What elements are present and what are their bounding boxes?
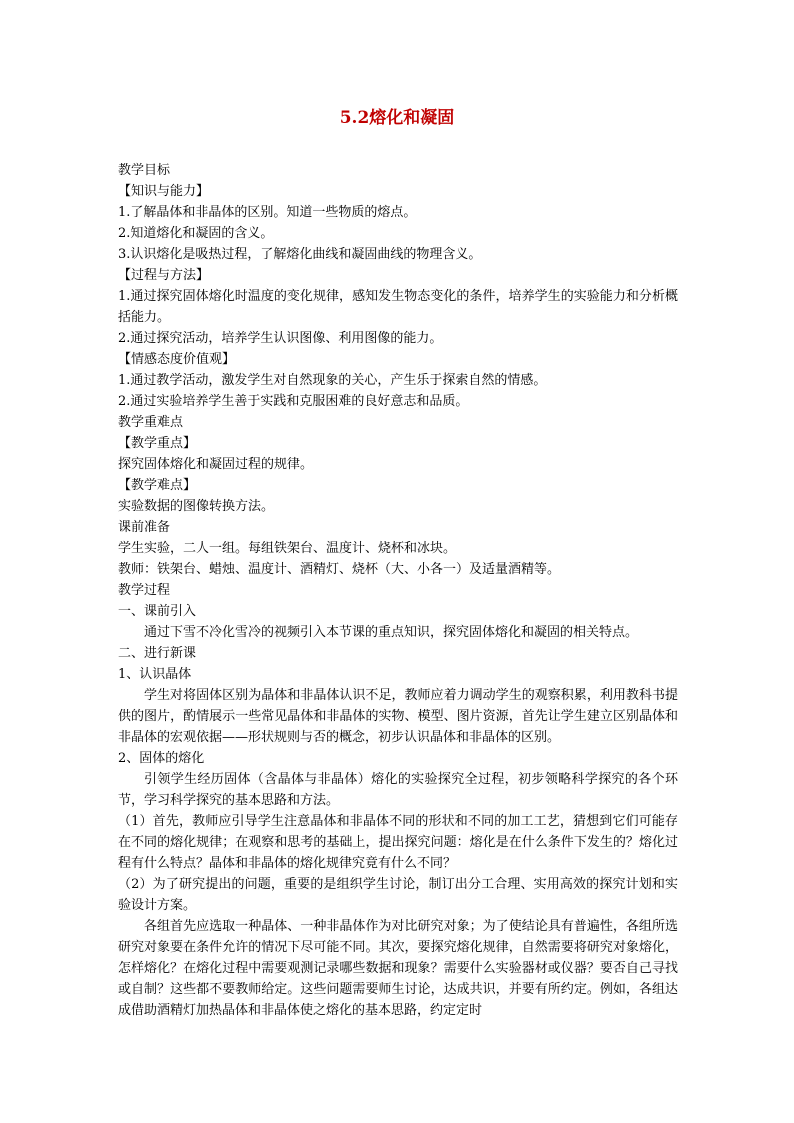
text-line: 3.认识熔化是吸热过程，了解熔化曲线和凝固曲线的物理含义。 (118, 247, 482, 262)
text-line: 通过下雪不冷化雪冷的视频引入本节课的重点知识，探究固体熔化和凝固的相关特点。 (144, 625, 639, 640)
text-line: 2.通过探究活动，培养学生认识图像、利用图像的能力。 (118, 331, 443, 346)
text-line: 教师：铁架台、蜡烛、温度计、酒精灯、烧杯（大、小各一）及适量酒精等。 (118, 562, 561, 577)
text-line: （1）首先，教师应引导学生注意晶体和非晶体不同的形状和不同的加工工艺，猜想到它们可能存在不同的熔化规律；在观察和思考的基础上，提出探究问题：熔化是在什么条件下发生的？熔化过程有什么特点？晶体和非晶体的熔化规律究竟有什么不同？ (118, 814, 678, 871)
text-line: 1、认识晶体 (118, 667, 192, 682)
text-line: 【知识与能力】 (118, 184, 210, 199)
text-line: 实验数据的图像转换方法。 (118, 499, 275, 514)
text-line: 教学过程 (118, 583, 171, 598)
text-line: 1.通过探究固体熔化时温度的变化规律，感知发生物态变化的条件，培养学生的实验能力和分析概括能力。 (118, 289, 678, 325)
text-line: 学生实验，二人一组。每组铁架台、温度计、烧杯和冰块。 (118, 541, 457, 556)
text-line: 【教学难点】 (118, 478, 197, 493)
text-line: 课前准备 (118, 520, 171, 535)
text-line: 引领学生经历固体（含晶体与非晶体）熔化的实验探究全过程，初步领略科学探究的各个环节，学习科学探究的基本思路和方法。 (118, 772, 678, 808)
text-line: 【情感态度价值观】 (118, 352, 236, 367)
text-line: 2.通过实验培养学生善于实践和克服困难的良好意志和品质。 (118, 394, 469, 409)
text-line: 2、固体的熔化 (118, 751, 205, 766)
text-line: 2.知道熔化和凝固的含义。 (118, 226, 274, 241)
text-line: 教学目标 (118, 163, 171, 178)
text-line: 一、课前引入 (118, 604, 197, 619)
text-line: 各组首先应选取一种晶体、一种非晶体作为对比研究对象；为了使结论具有普遍性，各组所选研究对象要在条件允许的情况下尽可能不同。其次，要探究熔化规律，自然需要将研究对象熔化，怎样熔化？在熔化过程中需要观测记录哪些数据和现象？需要什么实验器材或仪器？要否自己寻找或自制？这些都不要教师给定。这些问题需要师生讨论，达成共识，并要有所约定。例如，各组达成借助酒精灯加热晶体和非晶体使之熔化的基本思路，约定定时 (118, 919, 678, 1018)
text-line: 探究固体熔化和凝固过程的规律。 (118, 457, 314, 472)
text-line: 学生对将固体区别为晶体和非晶体认识不足，教师应着力调动学生的观察积累，利用教科书提供的图片，酌情展示一些常见晶体和非晶体的实物、模型、图片资源，首先让学生建立区别晶体和非晶体的宏观依据——形状规则与否的概念，初步认识晶体和非晶体的区别。 (118, 688, 678, 745)
text-line: 教学重难点 (118, 415, 184, 430)
text-line: 1.通过教学活动，激发学生对自然现象的关心，产生乐于探索自然的情感。 (118, 373, 547, 388)
text-line: 【教学重点】 (118, 436, 197, 451)
page-title: 5.2熔化和凝固 (339, 108, 455, 128)
text-line: （2）为了研究提出的问题，重要的是组织学生讨论，制订出分工合理、实用高效的探究计划和实验设计方案。 (118, 877, 678, 913)
text-line: 1.了解晶体和非晶体的区别。知道一些物质的熔点。 (118, 205, 417, 220)
text-line: 二、进行新课 (118, 646, 197, 661)
document-body (118, 160, 678, 1021)
text-line: 【过程与方法】 (118, 268, 210, 283)
